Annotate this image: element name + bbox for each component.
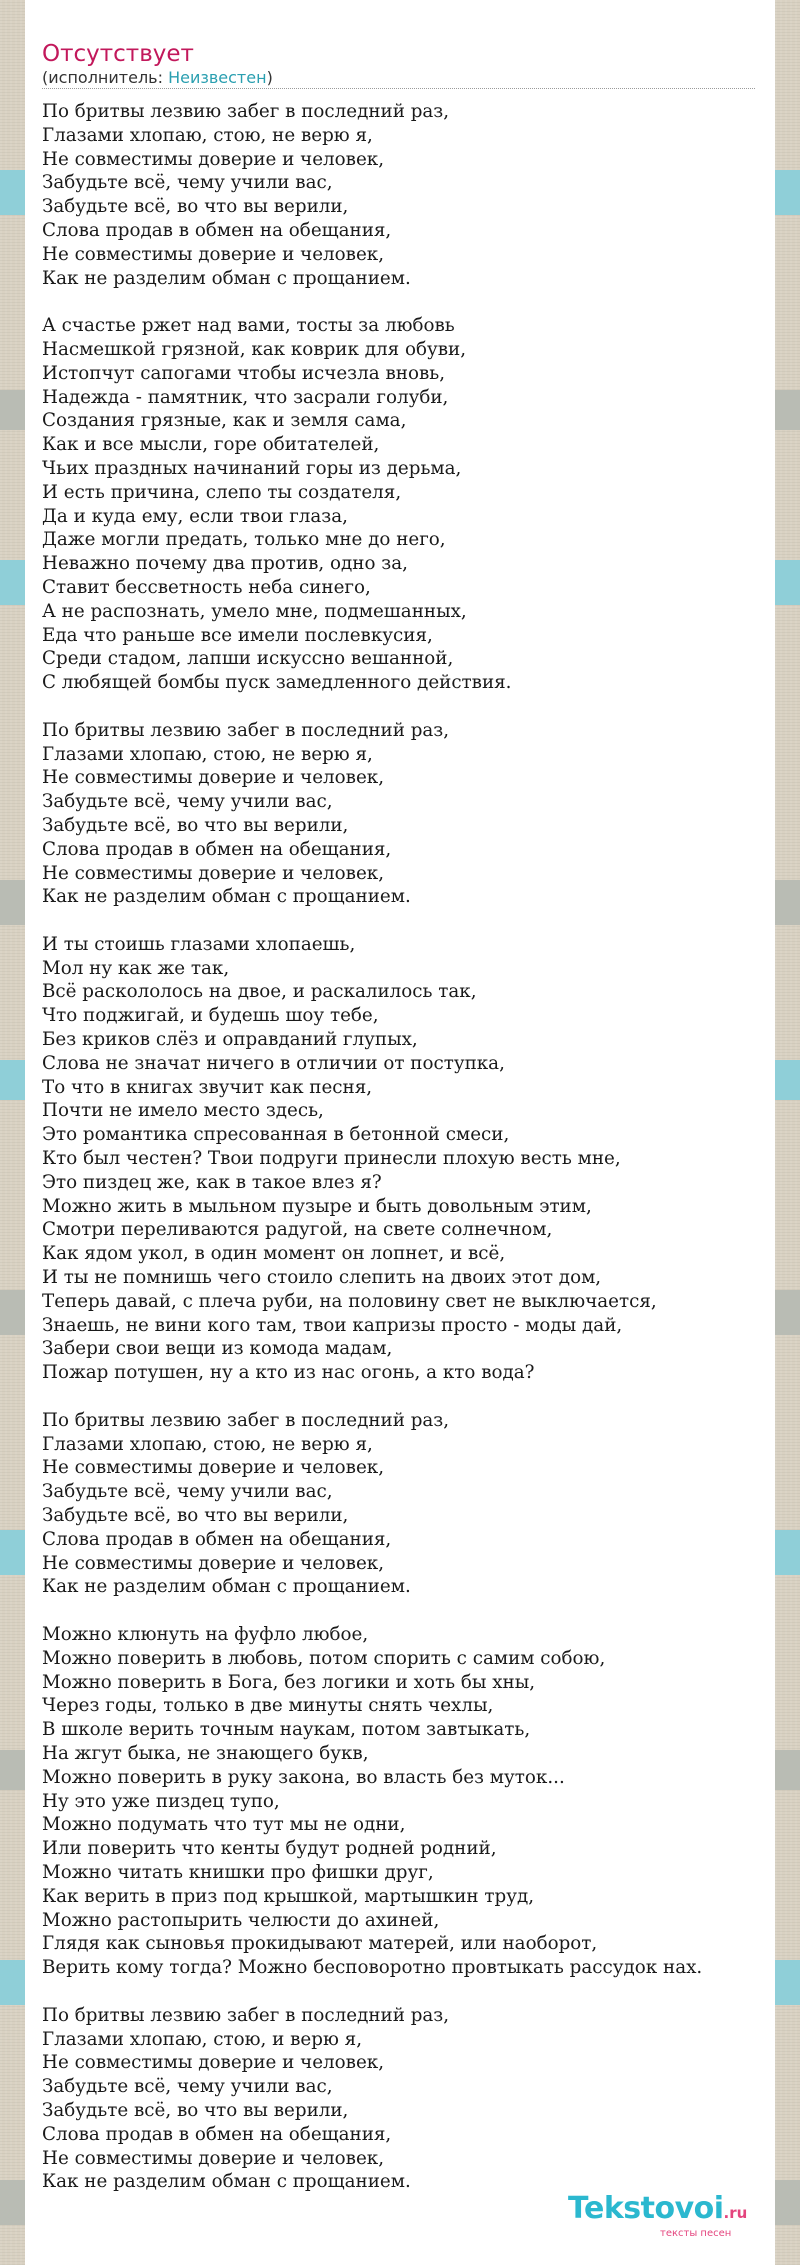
lyrics-stanza (42, 719, 762, 909)
lyrics-line: Забудьте всё, во что вы верили, (42, 196, 349, 218)
artist-suffix: ) (266, 68, 273, 87)
lyrics-line: Слова продав в обмен на обещания, (42, 838, 392, 860)
lyrics-line: Это пиздец же, как в такое влез я? (42, 1171, 382, 1193)
site-logo[interactable] (568, 2193, 747, 2229)
lyrics-line: Это романтика спресованная в бетонной смеси, (42, 1124, 510, 1146)
lyrics-line: Глазами хлопаю, стою, не верю я, (42, 743, 373, 765)
lyrics-line: Не совместимы доверие и человек, (42, 767, 385, 789)
lyrics-stanza (42, 314, 762, 695)
lyrics-line: Или поверить что кенты будут родней родний, (42, 1838, 497, 1860)
lyrics-line: Истопчут сапогами чтобы исчезла вновь, (42, 362, 446, 384)
lyrics-line: По бритвы лезвию забег в последний раз, (42, 101, 450, 122)
lyrics-line: Слова не значат ничего в отличии от поступка, (42, 1052, 505, 1074)
lyrics-line: Среди стадом, лапши искуссно вешанной, (42, 648, 454, 670)
lyrics-line: Неважно почему два против, одно за, (42, 553, 408, 575)
lyrics-line: Как не разделим обман с прощанием. (42, 886, 411, 908)
lyrics-line: И ты стоишь глазами хлопаешь, (42, 933, 356, 955)
lyrics-line: Можно поверить в руку закона, во власть без муток... (42, 1766, 565, 1788)
lyrics-line: Всё раскололось на двое, и раскалилось так, (42, 981, 477, 1003)
lyrics-line: Можно подумать что тут мы не одни, (42, 1814, 406, 1836)
header-divider (42, 88, 755, 89)
lyrics-line: Забудьте всё, чему учили вас, (42, 1481, 333, 1503)
lyrics-line: Кто был честен? Твои подруги принесли плохую весть мне, (42, 1148, 621, 1170)
lyrics-line: Можно жить в мыльном пузыре и быть довольным этим, (42, 1195, 592, 1217)
lyrics-stanza (42, 1409, 762, 1599)
lyrics-line: В школе верить точным наукам, потом завтыкать, (42, 1719, 531, 1741)
lyrics-line: А счастье ржет над вами, тосты за любовь (42, 315, 455, 337)
lyrics-line: Теперь давай, с плеча руби, на половину свет не выключается, (42, 1290, 657, 1312)
lyrics-line: Забери свои вещи из комода мадам, (42, 1338, 393, 1360)
artist-prefix: (исполнитель: (42, 68, 169, 87)
lyrics-line: Не совместимы доверие и человек, (42, 148, 385, 170)
lyrics-line: Смотри переливаются радугой, на свете солнечном, (42, 1219, 553, 1241)
lyrics-line: Даже могли предать, только мне до него, (42, 529, 446, 551)
lyrics-line: Можно поверить в Бога, без логики и хоть бы хны, (42, 1671, 536, 1693)
lyrics-line: А не распознать, умело мне, подмешанных, (42, 600, 467, 622)
lyrics-line: Знаешь, не вини кого там, твои капризы просто - моды дай, (42, 1314, 623, 1336)
lyrics-line: Как верить в приз под крышкой, мартышкин труд, (42, 1885, 535, 1907)
lyrics-line: Как ядом укол, в один момент он лопнет, и всё, (42, 1243, 506, 1265)
lyrics-line: Верить кому тогда? Можно бесповоротно провтыкать рассудок нах. (42, 1957, 703, 1979)
lyrics-line: Как не разделим обман с прощанием. (42, 1576, 411, 1598)
lyrics-line: Можно клюнуть на фуфло любое, (42, 1624, 369, 1645)
lyrics-line: Не совместимы доверие и человек, (42, 2052, 385, 2074)
lyrics-line: Через годы, только в две минуты снять чехлы, (42, 1695, 494, 1717)
lyrics-stanza (42, 2004, 762, 2194)
lyrics-line: Создания грязные, как и земля сама, (42, 410, 407, 432)
lyrics-line: Почти не имело место здесь, (42, 1100, 324, 1122)
lyrics-line: Ставит бессветность неба синего, (42, 576, 371, 598)
lyrics-line: Мол ну как же так, (42, 957, 230, 979)
lyrics-line: Да и куда ему, если твои глаза, (42, 505, 348, 527)
lyrics-line: Чьих праздных начинаний горы из дерьма, (42, 457, 462, 479)
lyrics-stanza (42, 933, 762, 1385)
logo-domain: .ru (723, 2204, 748, 2222)
lyrics-line: Как и все мысли, горе обитателей, (42, 434, 380, 456)
lyrics-line: Еда что раньше все имели послевкусия, (42, 624, 433, 646)
lyrics-card (25, 0, 775, 2265)
lyrics-line: Слова продав в обмен на обещания, (42, 219, 392, 241)
lyrics-line: Можно читать книшки про фишки друг, (42, 1861, 434, 1883)
lyrics-stanza (42, 1623, 762, 1980)
lyrics-line: Можно поверить в любовь, потом спорить с самим собою, (42, 1647, 606, 1669)
lyrics-line: Пожар потушен, ну а кто из нас огонь, а кто вода? (42, 1362, 535, 1384)
lyrics-line: Глазами хлопаю, стою, и верю я, (42, 2028, 363, 2050)
lyrics-line: Забудьте всё, во что вы верили, (42, 2099, 349, 2121)
song-title: Отсутствует (42, 41, 194, 67)
lyrics-line: На жгут быка, не знающего букв, (42, 1742, 369, 1764)
lyrics-line: Забудьте всё, чему учили вас, (42, 2076, 333, 2098)
lyrics-line: Насмешкой грязной, как коврик для обуви, (42, 338, 467, 360)
lyrics-line: Забудьте всё, чему учили вас, (42, 172, 333, 194)
lyrics-line: Глядя как сыновья прокидывают матерей, или наоборот, (42, 1933, 598, 1955)
lyrics-line: По бритвы лезвию забег в последний раз, (42, 1409, 450, 1431)
lyrics-line: Как не разделим обман с прощанием. (42, 2171, 411, 2193)
lyrics-body (42, 100, 762, 2218)
lyrics-line: Слова продав в обмен на обещания, (42, 2123, 392, 2145)
lyrics-line: Надежда - памятник, что засрали голуби, (42, 386, 449, 408)
artist-line (42, 68, 273, 88)
lyrics-line: Не совместимы доверие и человек, (42, 243, 385, 265)
lyrics-stanza (42, 100, 762, 290)
lyrics-line: И есть причина, слепо ты создателя, (42, 481, 402, 503)
lyrics-line: Не совместимы доверие и человек, (42, 1457, 385, 1479)
lyrics-line: Ну это уже пиздец тупо, (42, 1790, 280, 1812)
lyrics-line: Можно растопырить челюсти до ахиней, (42, 1909, 440, 1931)
lyrics-line: Не совместимы доверие и человек, (42, 862, 385, 884)
lyrics-line: По бритвы лезвию забег в последний раз, (42, 2004, 450, 2026)
lyrics-line: Забудьте всё, во что вы верили, (42, 1505, 349, 1527)
lyrics-line: Слова продав в обмен на обещания, (42, 1528, 392, 1550)
lyrics-line: То что в книгах звучит как песня, (42, 1076, 373, 1098)
lyrics-line: Глазами хлопаю, стою, не верю я, (42, 1433, 373, 1455)
lyrics-line: Забудьте всё, чему учили вас, (42, 791, 333, 813)
lyrics-line: И ты не помнишь чего стоило слепить на двоих этот дом, (42, 1267, 602, 1289)
lyrics-line: Забудьте всё, во что вы верили, (42, 814, 349, 836)
lyrics-line: Не совместимы доверие и человек, (42, 1552, 385, 1574)
logo-name: Tekstovoi (568, 2191, 724, 2226)
artist-link[interactable]: Неизвестен (168, 68, 267, 87)
lyrics-line: Глазами хлопаю, стою, не верю я, (42, 124, 373, 146)
lyrics-line: Без криков слёз и оправданий глупых, (42, 1029, 418, 1051)
lyrics-line: По бритвы лезвию забег в последний раз, (42, 719, 450, 741)
lyrics-line: С любящей бомбы пуск замедленного действия. (42, 672, 512, 694)
lyrics-line: Не совместимы доверие и человек, (42, 2147, 385, 2169)
lyrics-line: Как не разделим обман с прощанием. (42, 267, 411, 289)
lyrics-line: Что поджигай, и будешь шоу тебе, (42, 1005, 379, 1027)
logo-tagline: тексты песен (660, 2228, 732, 2239)
